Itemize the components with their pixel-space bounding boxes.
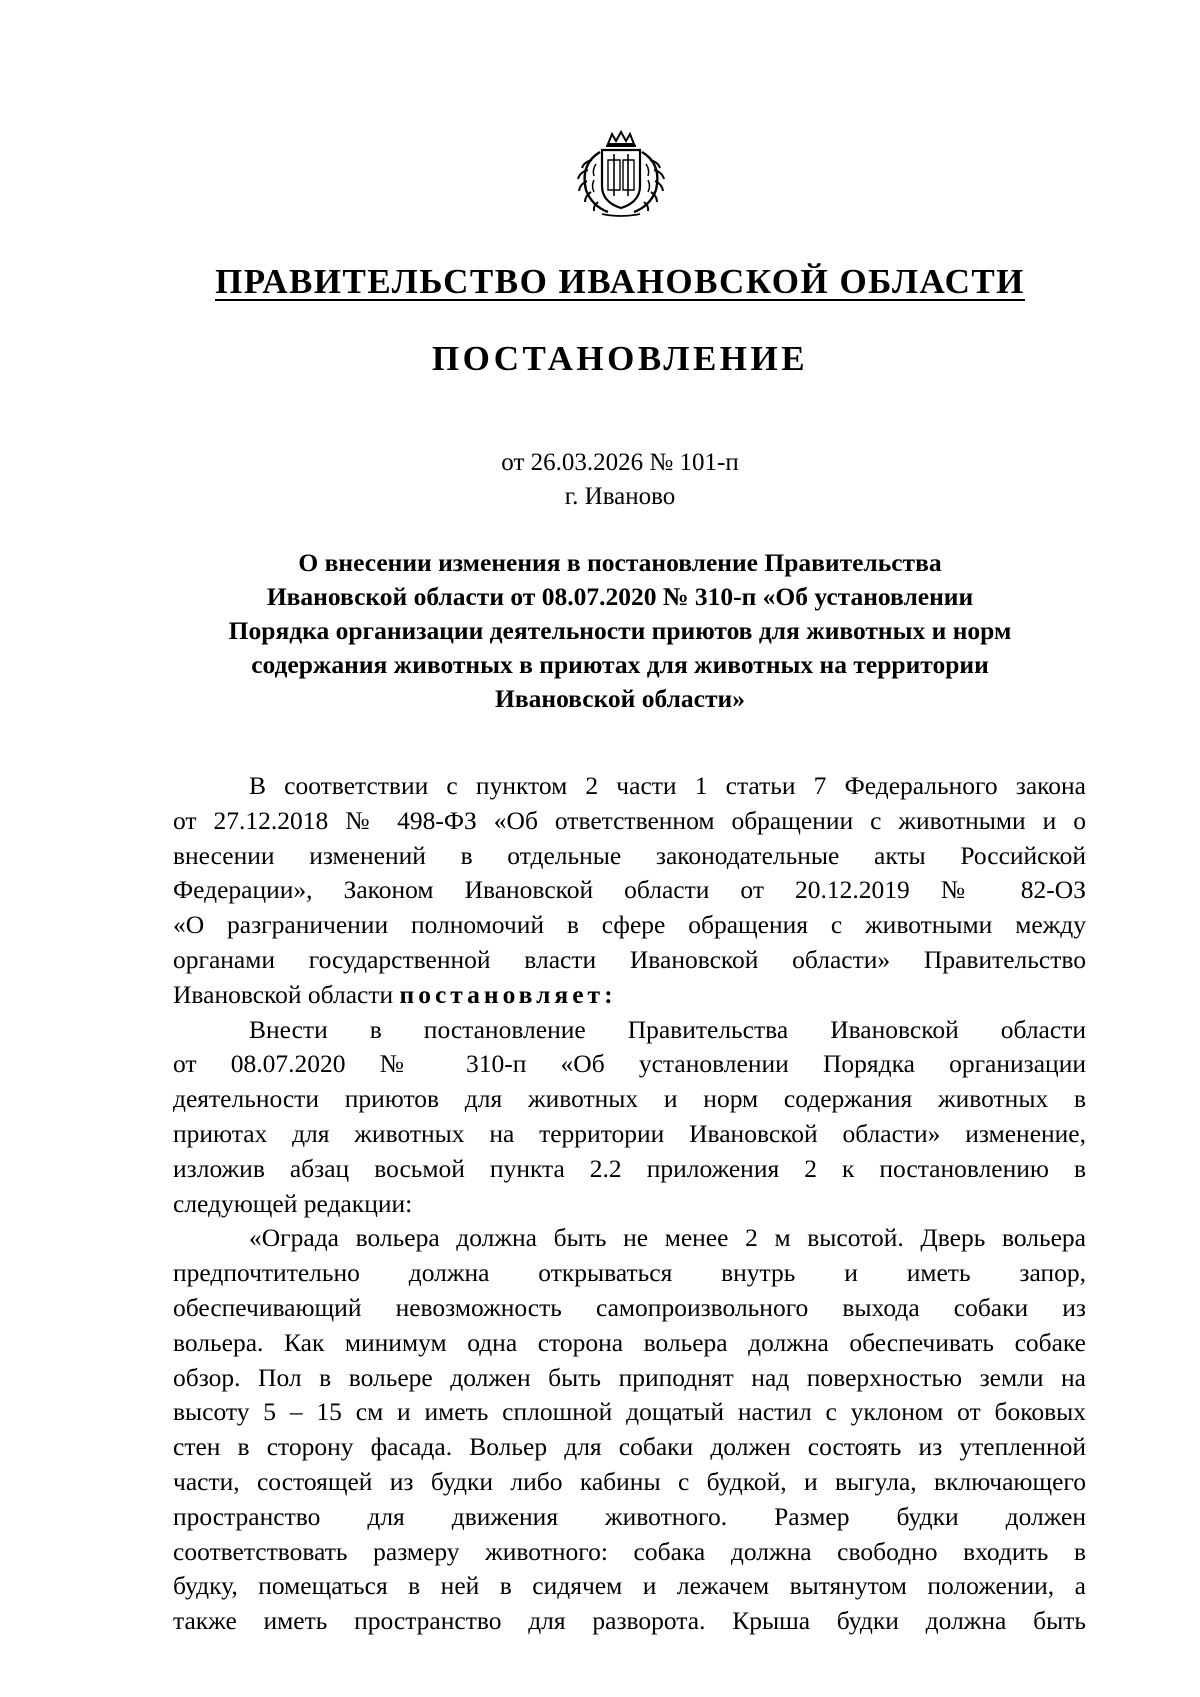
document-type: ПОСТАНОВЛЕНИЕ	[431, 339, 809, 378]
subject-line: О внесении изменения в постановление Правительства	[298, 548, 942, 577]
resolves-word: постановляет:	[399, 979, 617, 1009]
government-title: ПРАВИТЕЛЬСТВО ИВАНОВСКОЙ ОБЛАСТИ	[215, 262, 1025, 301]
body-line-resolution	[173, 978, 1086, 1013]
body-line: соответствовать размеру животного: собака должна свободно входить в	[173, 1536, 1086, 1566]
document-body	[173, 769, 1086, 1639]
subject-line: Ивановской области от 08.07.2020 № 310-п «Об установлении	[266, 582, 974, 611]
body-line: высоту 5 – 15 см и иметь сплошной дощатый настил с уклоном от боковых	[173, 1397, 1086, 1427]
body-line: пространство для движения животного. Размер будки должен	[173, 1501, 1086, 1531]
city: г. Иваново	[564, 483, 676, 510]
body-line: будку, помещаться в ней в сидячем и лежачем вытянутом положении, а	[173, 1571, 1086, 1601]
body-text: Ивановской области	[173, 979, 400, 1009]
body-line: обзор. Пол в вольере должен быть приподнят над поверхностью земли на	[173, 1362, 1086, 1392]
body-line: от 08.07.2020 № 310-п «Об установлении Порядка организации	[173, 1049, 1086, 1079]
body-line: В соответствии с пунктом 2 части 1 статьи 7 Федерального закона	[249, 771, 1086, 800]
subject-line: содержания животных в приютах для животных на территории	[251, 650, 989, 679]
body-line: Федерации», Законом Ивановской области от 20.12.2019 № 82-ОЗ	[173, 875, 1086, 905]
body-line: предпочтительно должна открываться внутрь и иметь запор,	[173, 1258, 1086, 1288]
body-line: от 27.12.2018 № 498-ФЗ «Об ответственном обращении с животными и о	[173, 805, 1086, 835]
body-line: также иметь пространство для разворота. Крыша будки должна быть	[173, 1606, 1086, 1636]
body-line: стен в сторону фасада. Вольер для собаки должен состоять из утепленной	[173, 1432, 1086, 1462]
subject-line: Порядка организации деятельности приютов для животных и норм	[228, 616, 1012, 645]
body-line: деятельности приютов для животных и норм содержания животных в	[173, 1084, 1086, 1114]
body-line: Внести в постановление Правительства Ивановской области	[249, 1014, 1086, 1044]
document-subject	[175, 546, 1065, 716]
body-line: вольера. Как минимум одна сторона вольера должна обеспечивать собаке	[173, 1327, 1086, 1357]
body-line: приютах для животных на территории Ивановской области» изменение,	[173, 1118, 1086, 1148]
date-and-number: от 26.03.2026 № 101-п	[501, 449, 739, 476]
coat-of-arms-emblem	[556, 130, 686, 218]
body-line: органами государственной власти Ивановской области» Правительство	[173, 944, 1086, 974]
body-line: обеспечивающий невозможность самопроизвольного выхода собаки из	[173, 1292, 1086, 1322]
body-line: следующей редакции:	[173, 1188, 413, 1218]
body-line: части, состоящей из будки либо кабины с будкой, и выгула, включающего	[173, 1466, 1086, 1496]
body-line: внесении изменений в отдельные законодательные акты Российской	[173, 840, 1086, 870]
body-line: «Ограда вольера должна быть не менее 2 м высотой. Дверь вольера	[249, 1223, 1086, 1253]
subject-line: Ивановской области»	[495, 684, 745, 713]
body-line: «О разграничении полномочий в сфере обращения с животными между	[173, 910, 1086, 940]
body-line: изложив абзац восьмой пункта 2.2 приложения 2 к постановлению в	[173, 1153, 1086, 1183]
